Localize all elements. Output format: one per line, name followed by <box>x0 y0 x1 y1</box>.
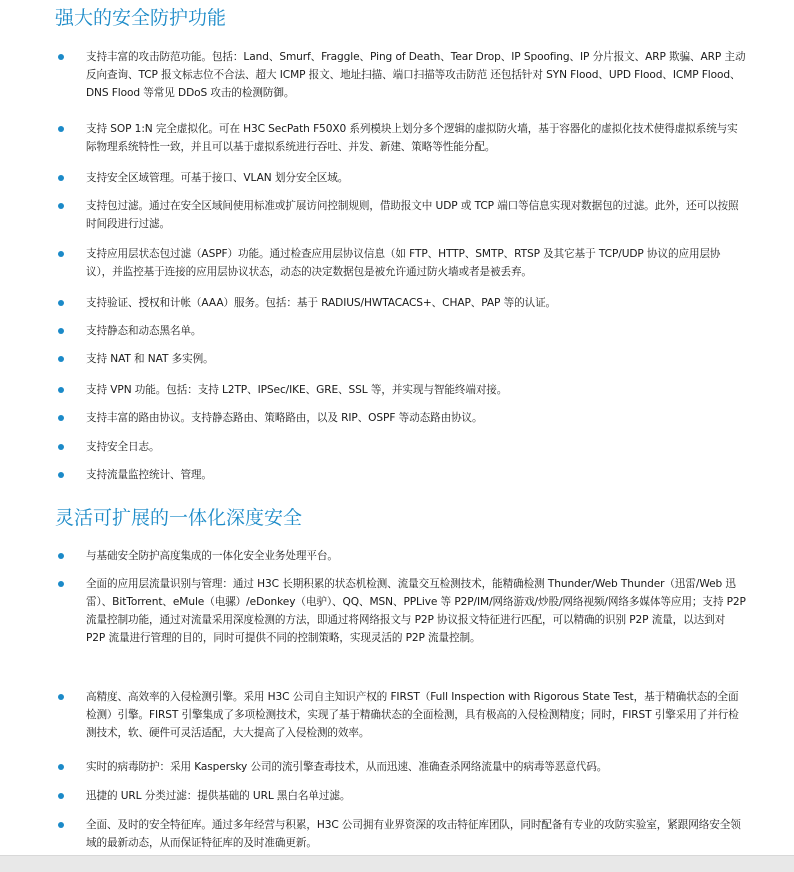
list-item-text: 支持 NAT 和 NAT 多实例。 <box>86 353 214 365</box>
section-title: 强大的安全防护功能 <box>55 7 227 29</box>
list-item-text: 与基础安全防护高度集成的一体化安全业务处理平台。 <box>86 550 338 562</box>
bullet-icon <box>58 328 64 334</box>
bullet-icon <box>58 581 64 587</box>
bullet-icon <box>58 822 64 828</box>
bullet-icon <box>58 300 64 306</box>
list-item-text: 实时的病毒防护：采用 Kaspersky 公司的流引擎查毒技术，从而迅速、准确查杀网络流量中的病毒等恶意代码。 <box>86 761 608 773</box>
list-item-text: 支持安全日志。 <box>86 441 160 453</box>
bullet-icon <box>58 175 64 181</box>
list-item-text: 支持安全区域管理。可基于接口、VLAN 划分安全区域。 <box>86 172 349 184</box>
list-item-text: 支持包过滤。通过在安全区域间使用标准或扩展访问控制规则，借助报文中 UDP 或 TCP 端口等信息实现对数据包的过滤。此外，还可以按照时间段进行过滤。 <box>86 200 739 230</box>
list-item-text: 支持丰富的路由协议。支持静态路由、策略路由，以及 RIP、OSPF 等动态路由协议。 <box>86 412 483 424</box>
list-item-text: 支持丰富的攻击防范功能。包括：Land、Smurf、Fraggle、Ping of Death、Tear Drop、IP Spoofing、IP 分片报文、ARP 欺骗、ARP 主动反向查询、TCP 报文标志位不合法、超大 ICMP 报文、地址扫描、端口扫描等攻击防范 还包括针对 SYN Flood、UPD Flood、ICMP Flood、DNS Flood 等常见 DDoS 攻击的检测防御。 <box>86 51 746 99</box>
bullet-icon <box>58 444 64 450</box>
list-item-text: 支持验证、授权和计帐（AAA）服务。包括：基于 RADIUS/HWTACACS+、CHAP、PAP 等的认证。 <box>86 297 557 309</box>
bullet-icon <box>58 415 64 421</box>
bullet-icon <box>58 54 64 60</box>
bullet-icon <box>58 694 64 700</box>
page-footer-band <box>0 855 794 872</box>
list-item-text: 支持 SOP 1:N 完全虚拟化。可在 H3C SecPath F50X0 系列模块上划分多个逻辑的虚拟防火墙，基于容器化的虚拟化技术使得虚拟系统与实际物理系统特性一致，并且可以基于虚拟系统进行吞吐、并发、新建、策略等性能分配。 <box>86 123 738 153</box>
bullet-icon <box>58 387 64 393</box>
bullet-icon <box>58 793 64 799</box>
list-item-text: 支持应用层状态包过滤（ASPF）功能。通过检查应用层协议信息（如 FTP、HTTP、SMTP、RTSP 及其它基于 TCP/UDP 协议的应用层协议），并监控基于连接的应用层协议状态，动态的决定数据包是被允许通过防火墙或者是被丢弃。 <box>86 248 721 278</box>
bullet-icon <box>58 764 64 770</box>
list-item-text: 全面的应用层流量识别与管理：通过 H3C 长期积累的状态机检测、流量交互检测技术，能精确检测 Thunder/Web Thunder（迅雷/Web 迅雷）、BitTorrent、eMule（电骡）/eDonkey（电驴）、QQ、MSN、PPLive 等 P2P/IM/网络游戏/炒股/网络视频/网络多媒体等应用；支持 P2P 流量控制功能，通过对流量采用深度检测的方法，即通过将网络报文与 P2P 协议报文特征进行匹配，可以精确的识别 P2P 流量，以达到对 P2P 流量进行管理的目的，同时可提供不同的控制策略，实现灵活的 P2P 流量控制。 <box>86 578 746 644</box>
list-item-text: 支持 VPN 功能。包括：支持 L2TP、IPSec/IKE、GRE、SSL 等，并实现与智能终端对接。 <box>86 384 508 396</box>
bullet-icon <box>58 203 64 209</box>
list-item-text: 全面、及时的安全特征库。通过多年经营与积累，H3C 公司拥有业界资深的攻击特征库团队，同时配备有专业的攻防实验室，紧跟网络安全领域的最新动态，从而保证特征库的及时准确更新。 <box>86 819 741 849</box>
list-item-text: 支持流量监控统计、管理。 <box>86 469 212 481</box>
bullet-icon <box>58 553 64 559</box>
bullet-icon <box>58 251 64 257</box>
list-item-text: 高精度、高效率的入侵检测引擎。采用 H3C 公司自主知识产权的 FIRST（Full Inspection with Rigorous State Test，基于精确状态的全面检测）引擎。FIRST 引擎集成了多项检测技术，实现了基于精确状态的全面检测，具有极高的入侵检测精度；同时，FIRST 引擎采用了并行检测技术，软、硬件可灵活适配，大大提高了入侵检测的效率。 <box>86 691 739 739</box>
section-title: 灵活可扩展的一体化深度安全 <box>55 507 303 529</box>
list-item-text: 支持静态和动态黑名单。 <box>86 325 202 337</box>
list-item-text: 迅捷的 URL 分类过滤：提供基础的 URL 黑白名单过滤。 <box>86 790 351 802</box>
bullet-icon <box>58 472 64 478</box>
bullet-icon <box>58 356 64 362</box>
bullet-icon <box>58 126 64 132</box>
